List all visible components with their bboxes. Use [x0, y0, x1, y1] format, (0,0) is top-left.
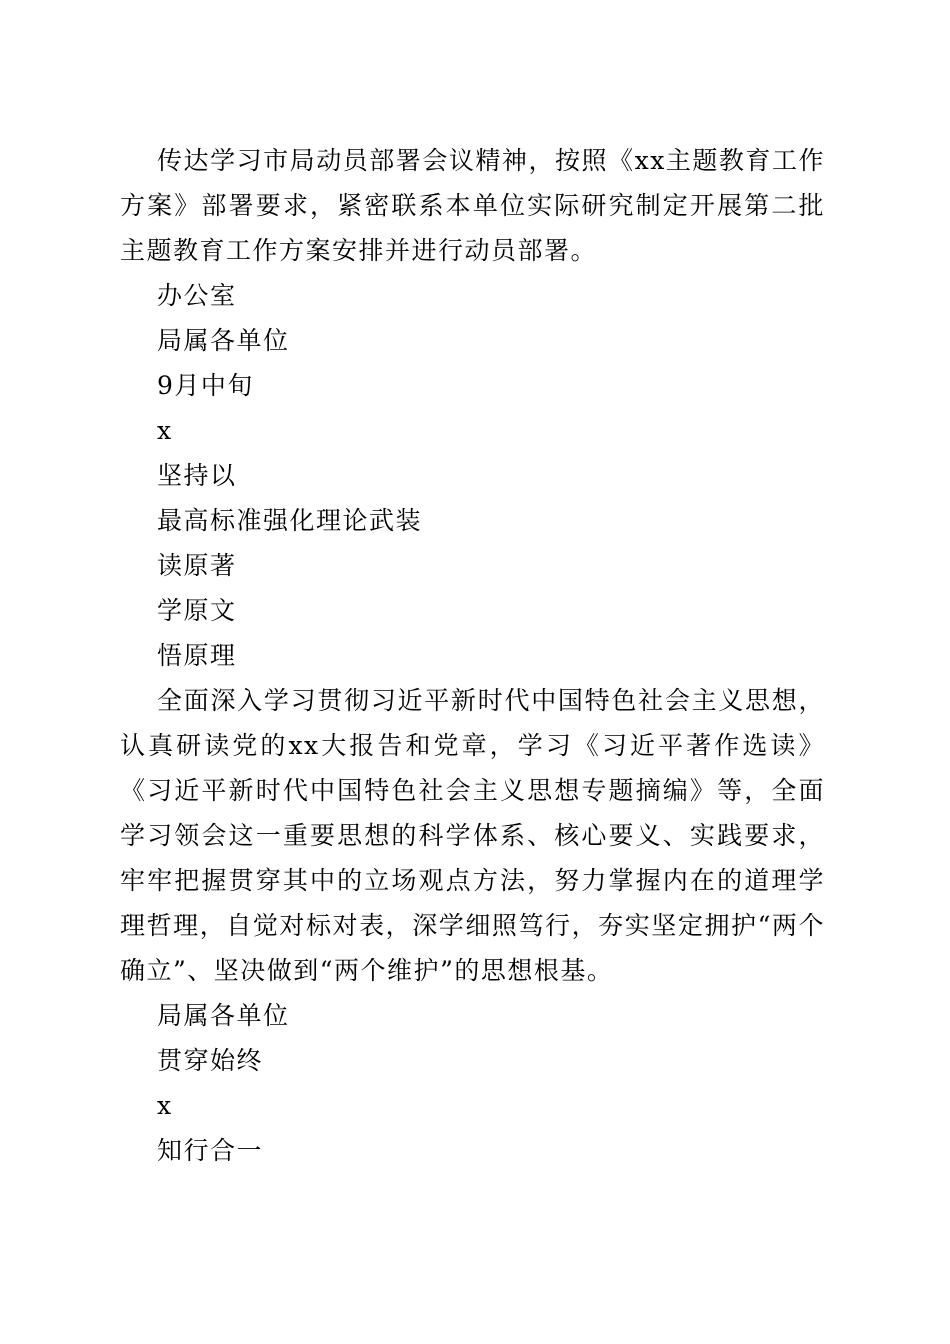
paragraph-intro: 传达学习市局动员部署会议精神，按照《xx主题教育工作方案》部署要求，紧密联系本单位实际研究制定开展第二批主题教育工作方案安排并进行动员部署。 — [120, 146, 825, 265]
document-body — [120, 138, 825, 1173]
paragraph-units: 局属各单位 — [157, 326, 290, 355]
paragraph-throughout: 贯穿始终 — [157, 1046, 264, 1075]
paragraph-read-originals: 读原著 — [157, 551, 237, 580]
paragraph-units-2: 局属各单位 — [157, 1001, 290, 1030]
paragraph-x: x — [157, 416, 173, 445]
paragraph-adhere: 坚持以 — [157, 461, 237, 490]
paragraph-office: 办公室 — [157, 281, 237, 310]
paragraph-study-texts: 学原文 — [157, 596, 237, 625]
paragraph-x-2: x — [157, 1091, 173, 1120]
paragraph-standard: 最高标准强化理论武装 — [157, 506, 423, 535]
paragraph-date: 9月中旬 — [157, 371, 254, 400]
paragraph-unity: 知行合一 — [157, 1136, 264, 1165]
paragraph-understand-principles: 悟原理 — [157, 641, 237, 670]
paragraph-main-body: 全面深入学习贯彻习近平新时代中国特色社会主义思想，认真研读党的xx大报告和党章，学习《习近平著作选读》《习近平新时代中国特色社会主义思想专题摘编》等，全面学习领会这一重要思想的科学体系、核心要义、实践要求，牢牢把握贯穿其中的立场观点方法，努力掌握内在的道理学理哲理，自觉对标对表，深学细照笃行，夯实坚定拥护“两个确立”、坚决做到“两个维护”的思想根基。 — [120, 686, 825, 985]
